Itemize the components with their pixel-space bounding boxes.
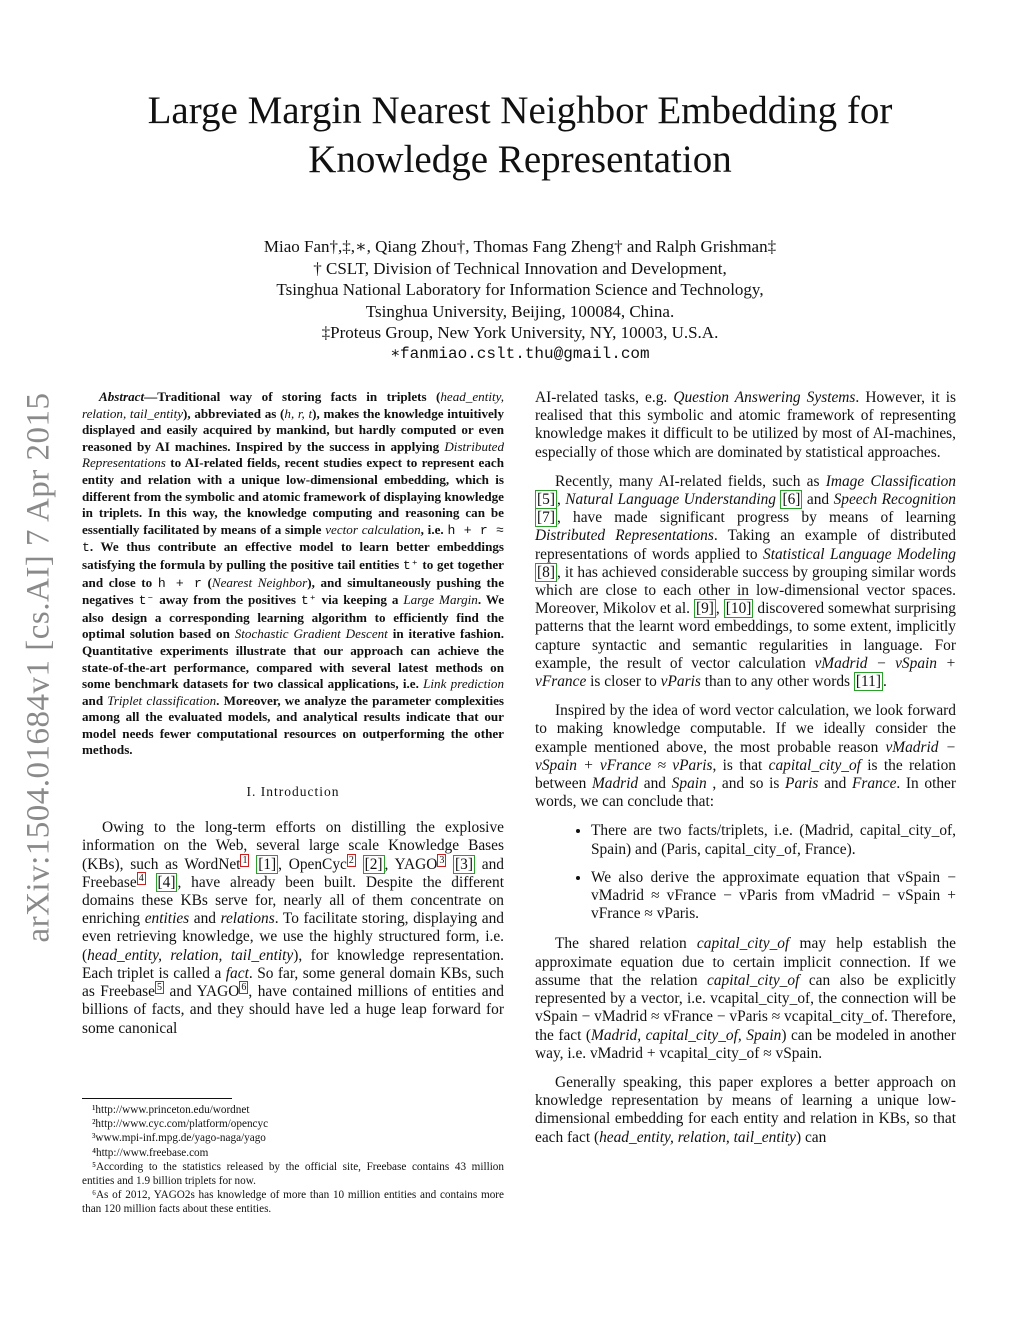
right-column	[535, 389, 956, 1158]
footnote-marker[interactable]: 5	[157, 981, 163, 993]
citation-link[interactable]: [9]	[695, 600, 714, 618]
footnote: ⁶As of 2012, YAGO2s has knowledge of more than 10 million entities and contains more than 120 million facts about these entities.	[82, 1189, 504, 1216]
list-item: • We also derive the approximate equation that vSpain − vMadrid ≈ vFrance − vParis from vMadrid − vSpain + vFrance ≈ vParis.	[591, 869, 956, 924]
citation-link[interactable]: [11]	[855, 673, 881, 691]
footnote-marker[interactable]: 1	[242, 854, 248, 866]
citation-link[interactable]: [3]	[455, 855, 473, 873]
affiliation-line: ‡Proteus Group, New York University, NY, 10003, U.S.A.	[321, 323, 719, 342]
left-column	[82, 389, 504, 1049]
footnote[interactable]: ⁴http://www.freebase.com	[92, 1146, 209, 1159]
affiliation-line: † CSLT, Division of Technical Innovation and Development,	[313, 258, 727, 278]
math-expression: vMadrid − vSpain + vFrance ≈ vParis	[535, 738, 956, 774]
list-item: • There are two facts/triplets, i.e. (Madrid, capital_city_of, Spain) and (Paris, capital_city_of, France).	[591, 822, 956, 858]
footnote-divider	[82, 1098, 232, 1099]
footnote[interactable]: ³www.mpi-inf.mpg.de/yago-naga/yago	[92, 1132, 266, 1145]
citation-link[interactable]: [2]	[364, 855, 383, 873]
abstract: Abstract—Traditional way of storing facts in triplets (head_entity, relation, tail_entity), abbreviated as (h, r, t), makes the knowledge intuitively displayed and easily acquired by mankind, but hardly computed or even reasoned by AI machines. Inspired by the success in applying Distributed Representations to AI-related fields, recent studies expect to represent each entity and relation with a unique low-dimensional embedding, which is different from the symbolic and atomic framework of displaying knowledge in triplets. In this way, the knowledge computing and reasoning can be essentially facilitated by means of a simple vector calculation, i.e. h + r ≈ t. We thus contribute an effective model to learn better embeddings satisfying the formula by pulling the positive tail entities t⁺ to get together and close to h + r (Nearest Neighbor), and simultaneously pushing the negatives t⁻ away from the positives t⁺ via keeping a Large Margin. We also design a corresponding learning algorithm to efficiently find the optimal solution based on Stochastic Gradient Descent in iterative fashion. Quantitative experiments illustrate that our approach can achieve the state-of-the-art performance, compared with several latest methods on some benchmark datasets for two classical applications, i.e. Link prediction and Triplet classification. Moreover, we analyze the parameter complexities among all the evaluated models, and analytical results indicate that our model needs fewer computational resources on outperforming the other methods.	[82, 389, 505, 758]
body-paragraph: Generally speaking, this paper explores a better approach on knowledge representation by means of learning a unique low-dimensional embedding for each entity and relation in KBs, so that each fact (head_entity, relation, tail_entity) can	[535, 1073, 956, 1146]
footnote-marker[interactable]: 4	[138, 872, 144, 884]
footnote[interactable]: ¹http://www.princeton.edu/wordnet	[92, 1104, 250, 1116]
section-heading-introduction: I. Introduction	[246, 784, 340, 800]
body-paragraph: AI-related tasks, e.g. Question Answering Systems. However, it is realised that this symbolic and atomic framework of representing knowledge makes it difficult to be utilized by most of AI-machines, especially of those which are dominated by statistical approaches.	[535, 389, 956, 461]
citation-link[interactable]: [6]	[782, 491, 801, 509]
footnotes	[82, 1103, 504, 1217]
body-paragraph: The shared relation capital_city_of may help establish the approximate equation due to certain implicit connection. If we assume that the relation capital_city_of can also be explicitly represented by a vector, i.e. vcapital_city_of, the connection will be vSpain − vMadrid ≈ vFrance − vParis ≈ vcapital_city_of. Therefore, the fact (Madrid, capital_city_of, Spain) can be modeled in another way, i.e. vMadrid + vcapital_city_of ≈ vSpain.	[535, 935, 957, 1062]
intro-paragraph: Owing to the long-term efforts on distilling the explosive information on the Web, several large scale Knowledge Bases (KBs), such as WordNet $^1$ [1] , OpenCyc $^2$ [2] , YAGO $^3$ [3] and Freebase $^4$ [4] , have already been built. Despite the different domains these KBs serve for, nearly all of them concentrate on enriching entities and relations. To facilitate storing, displaying and even retrieving knowledge, we use the highly structured form, i.e. (head_entity, relation, tail_entity), for knowledge representation. Each triplet is called a fact. So far, some general domain KBs, such as Freebase $^5$ and YAGO $^6$ , have contained millions of entities and billions of facts, and they should have led a huge leap forward for some canonical	[82, 819, 505, 1037]
footnote-marker[interactable]: 3	[439, 854, 445, 866]
citation-link[interactable]: [5]	[537, 491, 555, 509]
affiliation-line: Tsinghua University, Beijing, 100084, China.	[365, 301, 675, 321]
affiliation-line: Tsinghua National Laboratory for Information Science and Technology,	[276, 280, 764, 299]
citation-link[interactable]: [10]	[725, 600, 752, 618]
author-email: ∗fanmiao.cslt.thu@gmail.com	[390, 344, 650, 363]
citation-link[interactable]: [4]	[157, 873, 176, 891]
author-names: Miao Fan†,‡,∗, Qiang Zhou†, Thomas Fang Zheng† and Ralph Grishman‡	[263, 237, 777, 256]
bullet-list	[535, 822, 956, 923]
abstract-label: Abstract	[99, 389, 145, 404]
math-expression: vParis	[660, 673, 701, 691]
citation-link[interactable]: [1]	[258, 855, 277, 873]
arxiv-identifier-stamp: arXiv:1504.01684v1 [cs.AI] 7 Apr 2015	[20, 391, 57, 943]
footnote: ⁵According to the statistics released by the official site, Freebase contains 43 million entities and 1.9 billion triplets for now.	[82, 1160, 504, 1188]
paper-title: Large Margin Nearest Neighbor Embedding for Knowledge Representation	[147, 89, 893, 181]
math-expression: vMadrid − vSpain + vFrance	[535, 654, 956, 691]
footnote-marker[interactable]: 6	[241, 981, 247, 993]
citation-link[interactable]: [7]	[537, 509, 555, 527]
citation-link[interactable]: [8]	[537, 563, 555, 581]
body-paragraph: Recently, many AI-related fields, such as Image Classification [5] , Natural Language Understanding [6] and Speech Recognition [7] , have made significant progress by means of learning Distributed Representations. Taking an example of distributed representations of words applied to Statistical Language Modeling [8] , it has achieved considerable success by grouping similar words which are close to each other in low-dimensional vector spaces. Moreover, Mikolov et al. [9] , [10] discovered somewhat surprising patterns that the learnt word embeddings, to some extent, implicitly capture syntactic and semantic regularities in language. For example, the result of vector calculation vMadrid − vSpain + vFrance is closer to vParis than to any other words [11] .	[535, 472, 956, 691]
author-block	[140, 236, 900, 365]
body-paragraph: Inspired by the idea of word vector calculation, we look forward to making knowledge computable. If we ideally consider the example mentioned above, the most probable reason vMadrid − vSpain + vFrance ≈ vParis, is that capital_city_of is the relation between Madrid and Spain , and so is Paris and France. In other words, we can conclude that:	[535, 702, 957, 811]
footnote-marker[interactable]: 2	[348, 854, 354, 866]
footnote[interactable]: ²http://www.cyc.com/platform/opencyc	[92, 1118, 269, 1131]
